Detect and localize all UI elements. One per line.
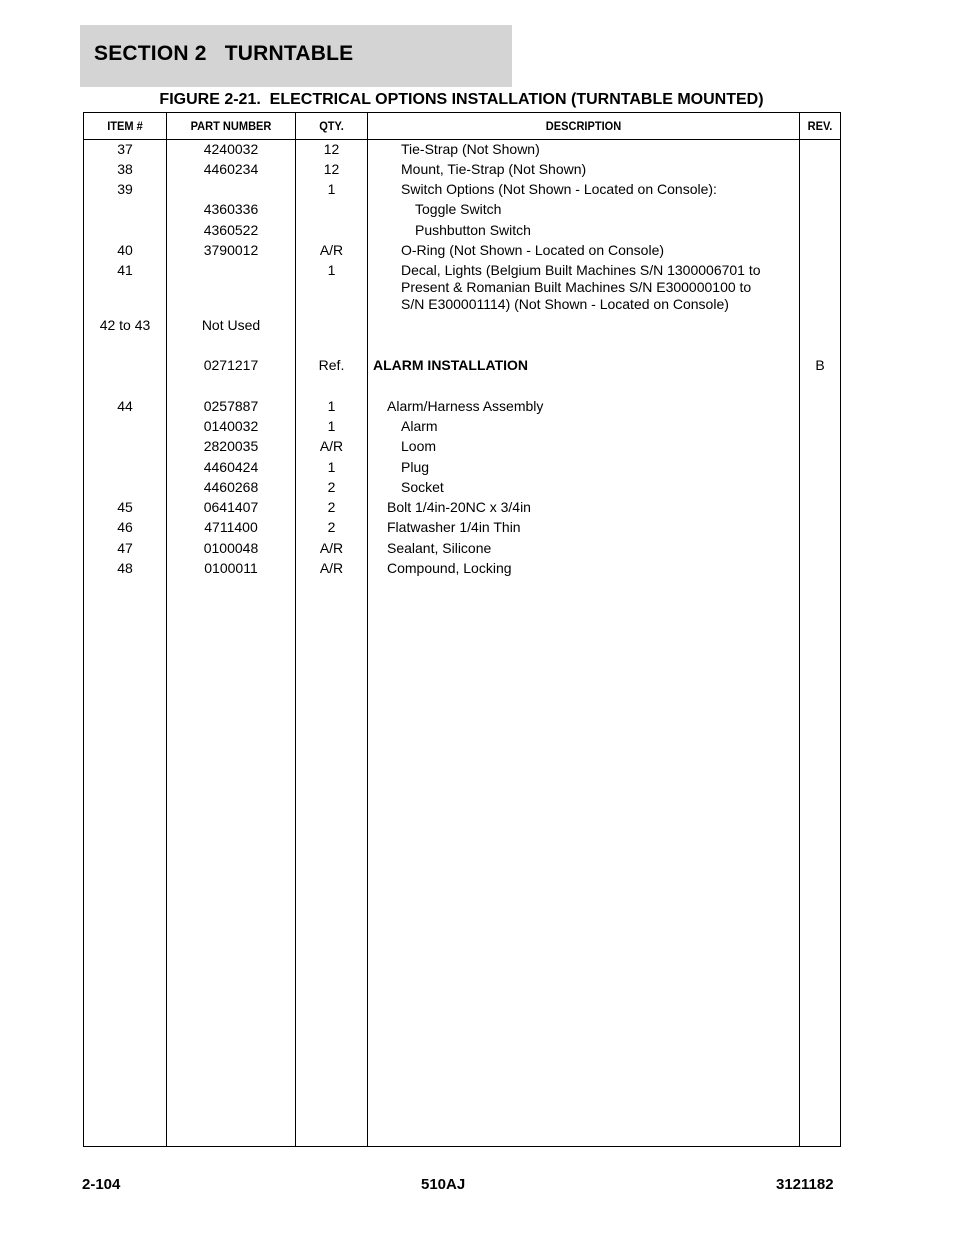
description: Decal, Lights (Belgium Built Machines S/N 1300006701 to — [401, 262, 761, 278]
header-rev: REV. — [807, 119, 833, 133]
description: Sealant, Silicone — [387, 540, 492, 556]
quantity: A/R — [319, 540, 344, 556]
description: Alarm/Harness Assembly — [387, 398, 544, 414]
item-number: 40 — [117, 242, 133, 258]
item-number: 48 — [117, 560, 133, 576]
column-divider — [166, 113, 167, 1146]
description: O-Ring (Not Shown - Located on Console) — [401, 242, 665, 258]
item-number: 41 — [117, 262, 133, 278]
part-number: 4460234 — [203, 161, 259, 177]
part-number: 0100048 — [203, 540, 259, 556]
part-number: 0271217 — [203, 357, 259, 373]
description: Flatwasher 1/4in Thin — [387, 519, 521, 535]
description-continued: Present & Romanian Built Machines S/N E300000100 to — [401, 279, 752, 295]
description: Tie-Strap (Not Shown) — [401, 141, 540, 157]
item-number: 39 — [117, 181, 133, 197]
header-description: DESCRIPTION — [545, 119, 622, 133]
part-number: 4460268 — [203, 479, 259, 495]
description: Alarm — [401, 418, 438, 434]
item-number: 45 — [117, 499, 133, 515]
quantity: 1 — [327, 262, 336, 278]
description: Switch Options (Not Shown - Located on Console): — [401, 181, 717, 197]
quantity: 12 — [323, 141, 340, 157]
header-item: ITEM # — [107, 119, 143, 133]
description: Bolt 1/4in-20NC x 3/4in — [387, 499, 531, 515]
column-divider — [367, 113, 368, 1146]
part-number: 0140032 — [203, 418, 259, 434]
part-number: Not Used — [201, 317, 261, 333]
part-number: 4240032 — [203, 141, 259, 157]
description: Mount, Tie-Strap (Not Shown) — [401, 161, 587, 177]
quantity: 2 — [327, 499, 336, 515]
part-number: 3790012 — [203, 242, 259, 258]
item-number: 47 — [117, 540, 133, 556]
column-divider — [799, 113, 800, 1146]
description: Plug — [401, 459, 430, 475]
item-number: 37 — [117, 141, 133, 157]
quantity: A/R — [319, 242, 344, 258]
assembly-heading: ALARM INSTALLATION — [373, 357, 529, 373]
part-number: 4360336 — [203, 201, 259, 217]
part-number: 0257887 — [203, 398, 259, 414]
description-continued: S/N E300001114) (Not Shown - Located on Console) — [401, 296, 729, 312]
part-number: 4711400 — [204, 519, 258, 535]
quantity: 1 — [327, 398, 336, 414]
quantity: 1 — [327, 459, 336, 475]
revision: B — [815, 357, 825, 373]
model-number: 510AJ — [421, 1176, 466, 1193]
quantity: Ref. — [318, 357, 345, 373]
part-number: 0100011 — [204, 560, 258, 576]
part-number: 4360522 — [203, 222, 259, 238]
quantity: 2 — [327, 479, 336, 495]
part-number: 2820035 — [203, 438, 259, 454]
part-number: 0641407 — [203, 499, 259, 515]
section-header-bar — [80, 25, 512, 87]
parts-table — [83, 112, 841, 1147]
header-divider — [84, 139, 840, 140]
description: Compound, Locking — [387, 560, 512, 576]
header-part-number: PART NUMBER — [190, 119, 272, 133]
page-number: 2-104 — [82, 1176, 121, 1193]
quantity: 2 — [327, 519, 336, 535]
section-title: SECTION 2 TURNTABLE — [94, 42, 354, 65]
part-number: 4460424 — [203, 459, 259, 475]
figure-title: FIGURE 2-21. ELECTRICAL OPTIONS INSTALLATION (TURNTABLE MOUNTED) — [159, 91, 764, 108]
item-number: 42 to 43 — [99, 317, 151, 333]
description: Toggle Switch — [415, 201, 502, 217]
description: Loom — [401, 438, 437, 454]
quantity: 1 — [327, 418, 336, 434]
item-number: 46 — [117, 519, 133, 535]
quantity: A/R — [319, 438, 344, 454]
item-number: 44 — [117, 398, 133, 414]
quantity: 1 — [327, 181, 336, 197]
quantity: A/R — [319, 560, 344, 576]
item-number: 38 — [117, 161, 133, 177]
document-number: 3121182 — [776, 1176, 834, 1193]
header-qty: QTY. — [319, 119, 344, 133]
description: Pushbutton Switch — [415, 222, 531, 238]
description: Socket — [401, 479, 444, 495]
quantity: 12 — [323, 161, 340, 177]
